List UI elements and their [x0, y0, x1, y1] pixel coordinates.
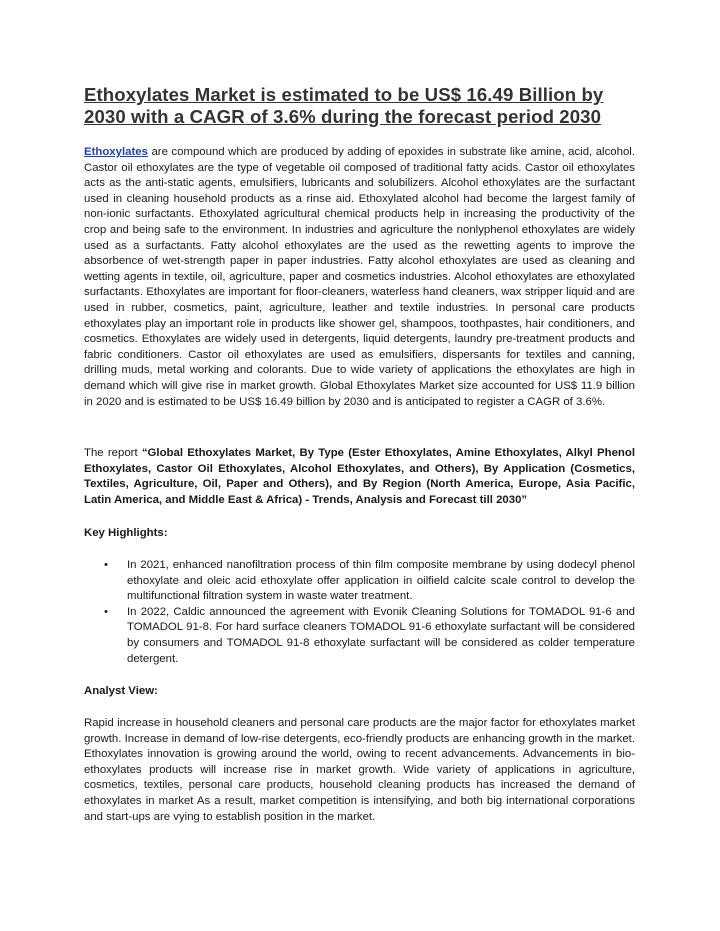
report-prefix: The report	[84, 447, 142, 459]
report-paragraph	[84, 446, 635, 508]
bullet-icon: •	[104, 559, 108, 571]
page-title: Ethoxylates Market is estimated to be US$ 16.49 Billion by 2030 with a CAGR of 3.6% during the forecast period 2030	[84, 84, 604, 127]
key-highlights-list	[84, 558, 635, 667]
list-item	[84, 605, 635, 667]
list-item-text: In 2021, enhanced nanofiltration process of thin film composite membrane by using dodecyl phenol ethoxylate and oleic acid ethoxylate offer application in oilfield calcite scale control to develop the multifunctional filtration system in waste water treatment.	[127, 559, 635, 603]
report-title: “Global Ethoxylates Market, By Type (Ester Ethoxylates, Amine Ethoxylates, Alkyl Phenol Ethoxylates, Castor Oil Ethoxylates, Alcohol Ethoxylates, and Others), By Application (Cosmetics, Textiles, Agriculture, Oil, Paper and Others), and By Region (North America, Europe, Asia Pacific, Latin America, and Middle East & Africa) - Trends, Analysis and Forecast till 2030”	[84, 447, 636, 506]
bullet-icon: •	[104, 605, 108, 618]
analyst-view-heading: Analyst View:	[84, 685, 158, 697]
list-item	[84, 558, 635, 605]
key-highlights-heading: Key Highlights:	[84, 527, 168, 539]
intro-text: are compound which are produced by adding of epoxides in substrate like amine, acid, alcohol. Castor oil ethoxylates are the type of vegetable oil composed of traditional fatty acids. Castor oil ethoxylates acts as the anti-static agents, emulsifiers, lubricants and solubilizers. Alcohol ethoxylates are the surfactant used in cleaning household products as a rinse aid. Ethoxylated alcohol had become the largest family of non-ionic surfactants. Ethoxylated agricultural chemical products help in increasing the productivity of the crop and being safe to the environment. In industries and agriculture the nonlyphenol ethoxylates are widely used as a surfactants. Fatty alcohol ethoxylates are the used as the rewetting agents to improve the absorbence of wet-strength paper in paper industries. Fatty alcohol ethoxylates are used as cleaning and wetting agents in textile, oil, agriculture, paper and cosmetics industries. Alcohol ethoxylates are ethoxylated surfactants. Ethoxylates are important for floor-cleaners, waterless hand cleaners, wax stripper liquid and are used in rubber, cosmetics, paint, agriculture, leather and textile industries. In personal care products ethoxylates play an important role in products like shower gel, shampoos, toothpastes, hair conditioners, and cosmetics. Ethoxylates are widely used in detergents, liquid detergents, laundry pre-treatment products and fabric conditioners. Castor oil ethoxylates are used as emulsifiers, dispersants for textiles and canning, drilling muds, metal working and colorants. Due to wide variety of applications the ethoxylates are high in demand which will give rise in market growth. Global Ethoxylates Market size accounted for US$ 11.9 billion in 2020 and is estimated to be US$ 16.49 billion by 2030 and is anticipated to register a CAGR of 3.6%.	[84, 146, 635, 408]
ethoxylates-link[interactable]: Ethoxylates	[84, 146, 148, 158]
list-item-text: In 2022, Caldic announced the agreement with Evonik Cleaning Solutions for TOMADOL 91-6 and TOMADOL 91-8. For hard surface cleaners TOMADOL 91-6 ethoxylate surfactant will be considered by consumers and TOMADOL 91-8 ethoxylate surfactant will be considered as colder temperature detergent.	[127, 605, 635, 665]
intro-paragraph	[84, 145, 635, 410]
analyst-view-paragraph: Rapid increase in household cleaners and personal care products are the major factor for ethoxylates market growth. Increase in demand of low-rise detergents, eco-friendly products are enhancing growth in the market. Ethoxylates innovation is growing around the world, owing to recent advancements. Advancements in bio-ethoxylates products will increase rise in market growth. Wide variety of applications in agriculture, cosmetics, textiles, personal care products, household cleaning products has increased the demand of ethoxylates in market As a result, market competition is intensifying, and both big international corporations and start-ups are vying to establish position in the market.	[84, 717, 635, 823]
